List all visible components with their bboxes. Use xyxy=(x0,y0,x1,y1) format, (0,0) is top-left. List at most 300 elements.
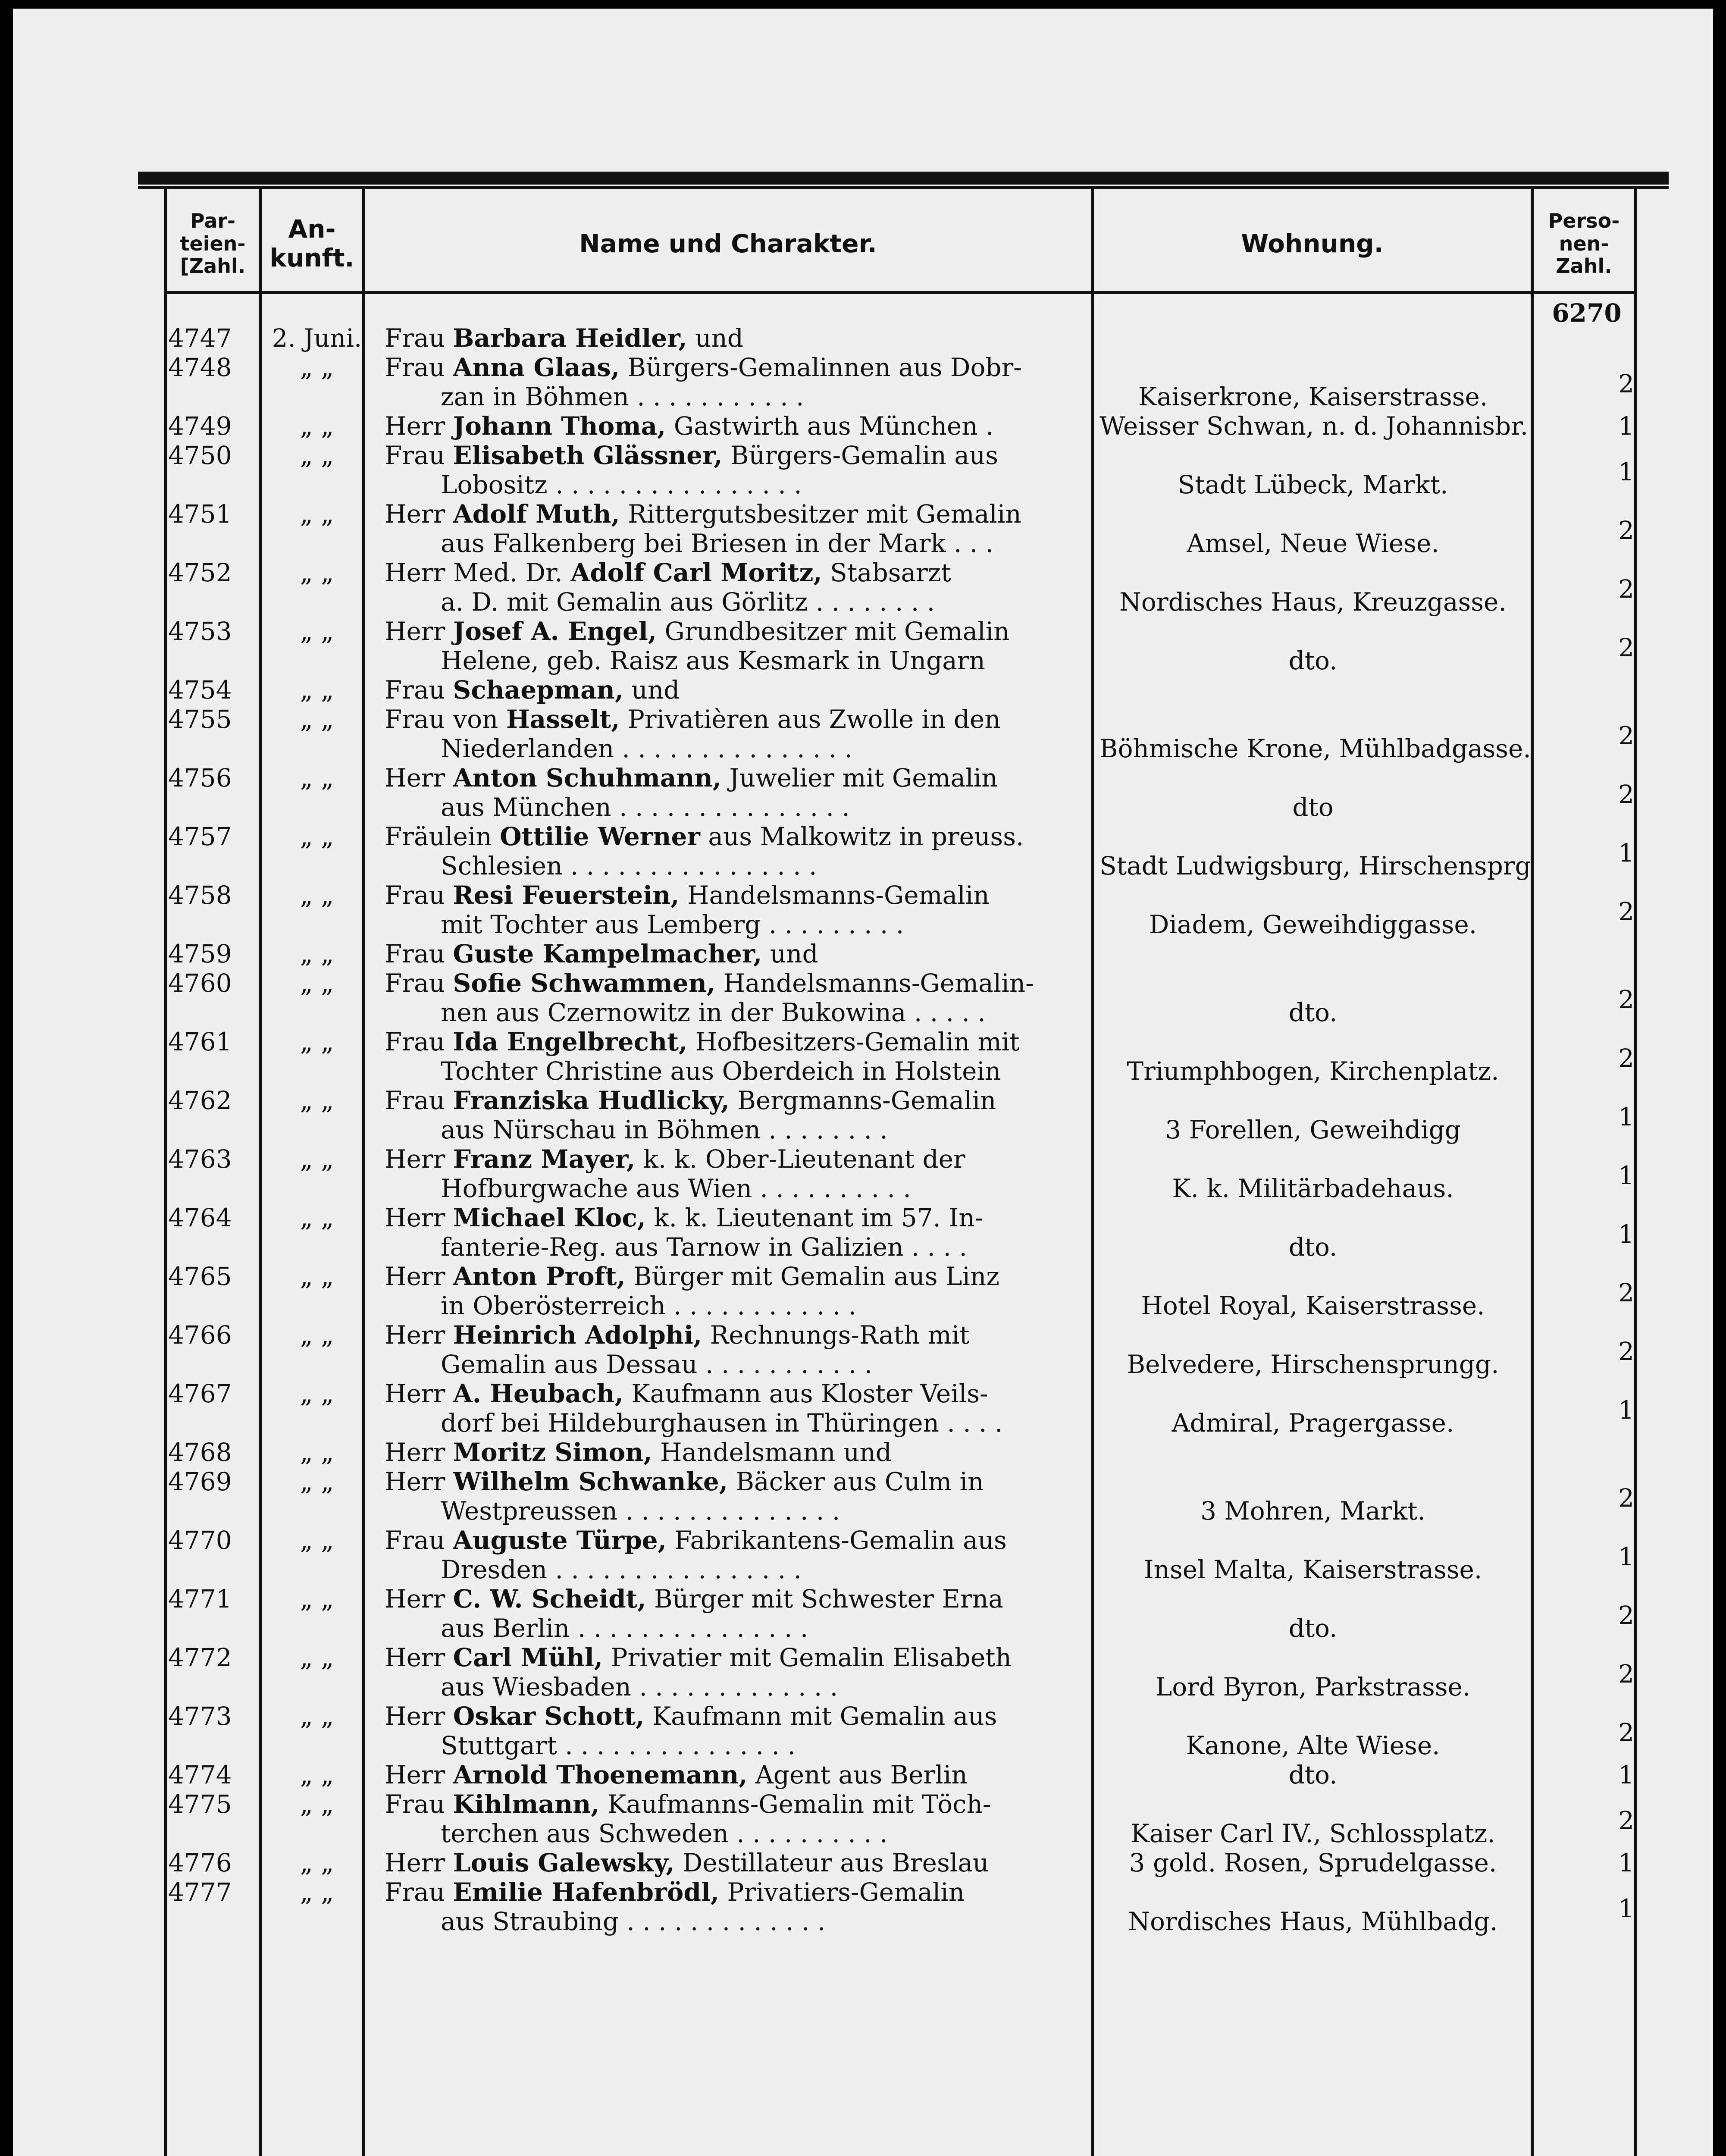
party-number: 4764 xyxy=(168,1203,232,1232)
register-row xyxy=(13,675,1713,705)
guest-entry xyxy=(385,1027,1096,1086)
guest-description-cont: a. D. mit Gemalin aus Görlitz . . . . . . . . xyxy=(441,587,935,617)
register-row xyxy=(13,881,1713,939)
guest-name: Franziska Hudlicky, xyxy=(453,1086,730,1115)
guest-description: und xyxy=(687,323,744,353)
guest-entry xyxy=(385,1526,1096,1584)
guest-description-cont: fanterie-Reg. aus Tarnow in Galizien . . . . xyxy=(441,1232,967,1262)
header-personen-label: Perso- nen- Zahl. xyxy=(1548,209,1620,278)
lodging-address: Stadt Lübeck, Markt. xyxy=(1178,470,1448,499)
register-row xyxy=(13,1144,1713,1203)
guest-title: Herr xyxy=(385,763,445,793)
arrival-date: „ „ xyxy=(300,441,334,470)
arrival-date: „ „ xyxy=(300,499,334,529)
party-number: 4768 xyxy=(168,1438,232,1467)
arrival-date: „ „ xyxy=(300,1702,334,1731)
guest-description: Bäcker aus Culm in xyxy=(727,1467,984,1496)
party-number: 4772 xyxy=(168,1643,232,1672)
guest-entry xyxy=(385,1760,1096,1789)
party-number: 4774 xyxy=(168,1760,232,1789)
guest-name: Adolf Muth, xyxy=(453,499,620,529)
person-count: 1 xyxy=(1618,1848,1634,1877)
lodging-address: Insel Malta, Kaiserstrasse. xyxy=(1143,1555,1482,1584)
guest-description: Bürger mit Gemalin aus Linz xyxy=(625,1262,999,1291)
guest-description-cont: Niederlanden . . . . . . . . . . . . . . . xyxy=(441,734,853,763)
arrival-date: „ „ xyxy=(300,1027,334,1056)
guest-description: Privatiers-Gemalin xyxy=(719,1877,965,1907)
header-name xyxy=(365,198,1091,289)
guest-title: Herr xyxy=(385,1467,445,1496)
guest-entry xyxy=(385,1702,1096,1760)
lodging-address: Belvedere, Hirschensprungg. xyxy=(1127,1350,1499,1379)
lodging-address: Kaiserkrone, Kaiserstrasse. xyxy=(1138,382,1488,411)
guest-entry xyxy=(385,1438,1096,1467)
guest-description: Privatièren aus Zwolle in den xyxy=(620,705,1001,734)
guest-title: Herr xyxy=(385,617,445,646)
lodging-address: Hotel Royal, Kaiserstrasse. xyxy=(1141,1291,1485,1320)
party-number: 4757 xyxy=(168,822,232,851)
guest-description: aus Malkowitz in preuss. xyxy=(700,822,1024,851)
party-number: 4751 xyxy=(168,499,232,529)
guest-description-cont: aus München . . . . . . . . . . . . . . . xyxy=(441,793,850,822)
guest-title: Frau xyxy=(385,1789,445,1819)
arrival-date: 2. Juni. xyxy=(272,323,362,353)
arrival-date: „ „ xyxy=(300,1760,334,1789)
guest-title: Herr xyxy=(385,411,445,441)
party-number: 4762 xyxy=(168,1086,232,1115)
guest-description-cont: aus Straubing . . . . . . . . . . . . . xyxy=(441,1907,826,1936)
arrival-date: „ „ xyxy=(300,353,334,382)
party-number: 4770 xyxy=(168,1526,232,1555)
guest-description-cont: terchen aus Schweden . . . . . . . . . . xyxy=(441,1819,888,1848)
person-count: 1 xyxy=(1618,1161,1634,1190)
person-count: 1 xyxy=(1618,1542,1634,1571)
guest-name: Oskar Schott, xyxy=(453,1702,645,1731)
guest-name: Kihlmann, xyxy=(453,1789,600,1819)
guest-description-cont: Gemalin aus Dessau . . . . . . . . . . . xyxy=(441,1350,873,1379)
register-row xyxy=(13,1848,1713,1877)
guest-description: Kaufmann aus Kloster Veils- xyxy=(623,1379,988,1408)
guest-description-cont: in Oberösterreich . . . . . . . . . . . . xyxy=(441,1291,857,1320)
register-row xyxy=(13,499,1713,558)
guest-entry xyxy=(385,1877,1096,1936)
person-count: 2 xyxy=(1618,1483,1634,1513)
arrival-date: „ „ xyxy=(300,411,334,441)
guest-name: Ida Engelbrecht, xyxy=(453,1027,688,1056)
guest-title: Frau xyxy=(385,939,445,968)
guest-description: Stabsarzt xyxy=(822,558,951,587)
lodging-address: Amsel, Neue Wiese. xyxy=(1187,529,1439,558)
guest-title: Herr xyxy=(385,1438,445,1467)
header-personen xyxy=(1534,198,1634,289)
party-number: 4776 xyxy=(168,1848,232,1877)
guest-name: Schaepman, xyxy=(453,675,624,705)
guest-title: Frau xyxy=(385,1027,445,1056)
guest-entry xyxy=(385,1643,1096,1702)
guest-name: Arnold Thoenemann, xyxy=(453,1760,748,1789)
header-name-label: Name und Charakter. xyxy=(579,229,877,258)
guest-description: Bürgers-Gemalin aus xyxy=(722,441,999,470)
header-divider xyxy=(164,291,1637,294)
register-row xyxy=(13,1760,1713,1789)
guest-entry xyxy=(385,1203,1096,1262)
guest-entry xyxy=(385,1320,1096,1379)
lodging-address: dto. xyxy=(1288,646,1338,675)
guest-description: k. k. Ober-Lieutenant der xyxy=(635,1144,965,1174)
guest-name: Auguste Türpe, xyxy=(453,1526,667,1555)
person-count: 1 xyxy=(1618,1219,1634,1249)
person-count: 2 xyxy=(1618,1659,1634,1689)
header-ankunft xyxy=(262,198,362,289)
guest-description: und xyxy=(623,675,680,705)
register-row xyxy=(13,1702,1713,1760)
arrival-date: „ „ xyxy=(300,705,334,734)
person-count: 1 xyxy=(1618,1894,1634,1923)
guest-description: und xyxy=(762,939,818,968)
lodging-address: dto xyxy=(1292,793,1334,822)
register-row xyxy=(13,1203,1713,1262)
arrival-date: „ „ xyxy=(300,1467,334,1496)
arrival-date: „ „ xyxy=(300,1584,334,1614)
person-count: 1 xyxy=(1618,457,1634,486)
arrival-date: „ „ xyxy=(300,1526,334,1555)
guest-title: Herr xyxy=(385,1144,445,1174)
guest-entry xyxy=(385,881,1096,939)
party-number: 4773 xyxy=(168,1702,232,1731)
register-row xyxy=(13,939,1713,968)
lodging-address: dto. xyxy=(1288,1614,1338,1643)
lodging-address: Böhmische Krone, Mühlbadgasse. xyxy=(1100,734,1531,763)
guest-title: Frau xyxy=(385,323,445,353)
lodging-address: Nordisches Haus, Mühlbadg. xyxy=(1128,1907,1498,1936)
guest-entry xyxy=(385,822,1096,881)
header-partei xyxy=(167,198,259,289)
guest-description: Bürger mit Schwester Erna xyxy=(646,1584,1003,1614)
guest-description: Bergmanns-Gemalin xyxy=(729,1086,996,1115)
party-number: 4771 xyxy=(168,1584,232,1614)
guest-description: Handelsmann und xyxy=(652,1438,892,1467)
guest-description-cont: Schlesien . . . . . . . . . . . . . . . . xyxy=(441,851,817,881)
lodging-address: Kaiser Carl IV., Schlossplatz. xyxy=(1131,1819,1495,1848)
guest-title: Herr xyxy=(385,1584,445,1614)
register-row xyxy=(13,1438,1713,1467)
register-row xyxy=(13,441,1713,499)
top-rule-thin xyxy=(138,186,1669,189)
lodging-address: Kanone, Alte Wiese. xyxy=(1186,1731,1440,1760)
guest-description: Rittergutsbesitzer mit Gemalin xyxy=(620,499,1021,529)
guest-entry xyxy=(385,441,1096,499)
person-count: 2 xyxy=(1618,633,1634,662)
person-count: 1 xyxy=(1618,1395,1634,1425)
guest-entry xyxy=(385,411,1096,441)
register-row xyxy=(13,1877,1713,1936)
person-count: 2 xyxy=(1618,1718,1634,1747)
arrival-date: „ „ xyxy=(300,881,334,910)
guest-name: Adolf Carl Moritz, xyxy=(570,558,822,587)
lodging-address: Nordisches Haus, Kreuzgasse. xyxy=(1119,587,1507,617)
guest-name: Josef A. Engel, xyxy=(453,617,657,646)
guest-description: Juwelier mit Gemalin xyxy=(721,763,998,793)
register-row xyxy=(13,411,1713,441)
guest-description: k. k. Lieutenant im 57. In- xyxy=(645,1203,984,1232)
guest-entry xyxy=(385,617,1096,675)
guest-name: Emilie Hafenbrödl, xyxy=(453,1877,720,1907)
guest-entry xyxy=(385,939,1096,968)
guest-description-cont: aus Wiesbaden . . . . . . . . . . . . . xyxy=(441,1672,838,1702)
party-number: 4766 xyxy=(168,1320,232,1350)
lodging-address: Admiral, Pragergasse. xyxy=(1172,1408,1454,1438)
guest-description-cont: aus Nürschau in Böhmen . . . . . . . . xyxy=(441,1115,888,1144)
guest-title: Herr xyxy=(385,499,445,529)
party-number: 4747 xyxy=(168,323,232,353)
arrival-date: „ „ xyxy=(300,1877,334,1907)
guest-description-cont: Westpreussen . . . . . . . . . . . . . . xyxy=(441,1496,840,1526)
person-count: 2 xyxy=(1618,1601,1634,1630)
lodging-address: Lord Byron, Parkstrasse. xyxy=(1155,1672,1471,1702)
guest-description-cont: zan in Böhmen . . . . . . . . . . . xyxy=(441,382,804,411)
header-wohnung xyxy=(1094,198,1531,289)
guest-title: Herr xyxy=(385,1643,445,1672)
person-count: 2 xyxy=(1618,1044,1634,1073)
lodging-address: dto. xyxy=(1288,1760,1338,1789)
guest-name: Wilhelm Schwanke, xyxy=(453,1467,728,1496)
guest-title: Herr xyxy=(385,1760,445,1789)
guest-entry xyxy=(385,1379,1096,1438)
guest-entry xyxy=(385,1144,1096,1203)
guest-description-cont: aus Berlin . . . . . . . . . . . . . . . xyxy=(441,1614,808,1643)
guest-title: Frau xyxy=(385,1086,445,1115)
guest-entry xyxy=(385,1262,1096,1320)
arrival-date: „ „ xyxy=(300,763,334,793)
person-count: 2 xyxy=(1618,897,1634,926)
guest-description-cont: dorf bei Hildeburghausen in Thüringen . . . . xyxy=(441,1408,1003,1438)
register-row xyxy=(13,1584,1713,1643)
register-row xyxy=(13,323,1713,353)
guest-title: Frau xyxy=(385,441,445,470)
guest-title: Herr xyxy=(385,1262,445,1291)
person-count: 2 xyxy=(1618,721,1634,750)
register-row xyxy=(13,1086,1713,1144)
party-number: 4753 xyxy=(168,617,232,646)
lodging-address: 3 Forellen, Geweihdigg xyxy=(1165,1115,1461,1144)
party-number: 4765 xyxy=(168,1262,232,1291)
register-row xyxy=(13,558,1713,617)
party-number: 4755 xyxy=(168,705,232,734)
lodging-address: K. k. Militärbadehaus. xyxy=(1172,1174,1454,1203)
arrival-date: „ „ xyxy=(300,1262,334,1291)
lodging-address: 3 gold. Rosen, Sprudelgasse. xyxy=(1129,1848,1497,1877)
register-row xyxy=(13,705,1713,763)
arrival-date: „ „ xyxy=(300,1144,334,1174)
guest-description-cont: nen aus Czernowitz in der Bukowina . . . . . xyxy=(441,998,986,1027)
lodging-address: Stadt Ludwigsburg, Hirschensprg xyxy=(1100,851,1531,881)
guest-name: Ottilie Werner xyxy=(500,822,700,851)
person-count: 2 xyxy=(1618,516,1634,545)
person-count: 2 xyxy=(1618,985,1634,1014)
guest-entry xyxy=(385,705,1096,763)
party-number: 4760 xyxy=(168,968,232,998)
guest-description: Agent aus Berlin xyxy=(747,1760,968,1789)
guest-name: Anna Glaas, xyxy=(453,353,620,382)
carry-over-count: 6270 xyxy=(1552,298,1622,328)
register-row xyxy=(13,353,1713,411)
person-count: 2 xyxy=(1618,780,1634,809)
person-count: 2 xyxy=(1618,369,1634,398)
arrival-date: „ „ xyxy=(300,1643,334,1672)
party-number: 4769 xyxy=(168,1467,232,1496)
person-count: 2 xyxy=(1618,1278,1634,1307)
arrival-date: „ „ xyxy=(300,939,334,968)
guest-name: Louis Galewsky, xyxy=(453,1848,675,1877)
party-number: 4758 xyxy=(168,881,232,910)
register-row xyxy=(13,1467,1713,1526)
guest-title: Herr xyxy=(385,1379,445,1408)
header-partei-label: Par- teien- [Zahl. xyxy=(180,209,246,278)
guest-description-cont: Stuttgart . . . . . . . . . . . . . . . xyxy=(441,1731,796,1760)
register-row xyxy=(13,1789,1713,1848)
guest-title: Herr xyxy=(385,1320,445,1350)
header-ankunft-label: An- kunft. xyxy=(269,214,354,273)
lodging-address: Weisser Schwan, n. d. Johannisbr. xyxy=(1100,411,1529,441)
register-row xyxy=(13,822,1713,881)
arrival-date: „ „ xyxy=(300,1848,334,1877)
guest-description-cont: aus Falkenberg bei Briesen in der Mark . . . xyxy=(441,529,994,558)
guest-title: Frau xyxy=(385,1877,445,1907)
arrival-date: „ „ xyxy=(300,1086,334,1115)
guest-name: Anton Proft, xyxy=(453,1262,626,1291)
party-number: 4752 xyxy=(168,558,232,587)
guest-name: Anton Schuhmann, xyxy=(453,763,721,793)
party-number: 4756 xyxy=(168,763,232,793)
guest-description-cont: Helene, geb. Raisz aus Kesmark in Ungarn xyxy=(441,646,985,675)
guest-name: Guste Kampelmacher, xyxy=(453,939,762,968)
person-count: 1 xyxy=(1618,411,1634,441)
guest-name: A. Heubach, xyxy=(453,1379,623,1408)
lodging-address: Triumphbogen, Kirchenplatz. xyxy=(1127,1056,1499,1086)
guest-name: Heinrich Adolphi, xyxy=(453,1320,702,1350)
guest-description: Destillateur aus Breslau xyxy=(674,1848,989,1877)
guest-description: Rechnungs-Rath mit xyxy=(702,1320,970,1350)
guest-description: Gastwirth aus München . xyxy=(666,411,994,441)
guest-description: Kaufmann mit Gemalin aus xyxy=(644,1702,997,1731)
party-number: 4777 xyxy=(168,1877,232,1907)
header-wohnung-label: Wohnung. xyxy=(1241,229,1384,258)
register-row xyxy=(13,1643,1713,1702)
register-row xyxy=(13,1262,1713,1320)
guest-description-cont: mit Tochter aus Lemberg . . . . . . . . . xyxy=(441,910,904,939)
guest-name: Johann Thoma, xyxy=(453,411,666,441)
arrival-date: „ „ xyxy=(300,1320,334,1350)
guest-entry xyxy=(385,323,1096,353)
guest-name: C. W. Scheidt, xyxy=(453,1584,646,1614)
party-number: 4763 xyxy=(168,1144,232,1174)
register-row xyxy=(13,968,1713,1027)
party-number: 4767 xyxy=(168,1379,232,1408)
party-number: 4749 xyxy=(168,411,232,441)
lodging-address: 3 Mohren, Markt. xyxy=(1200,1496,1425,1526)
guest-description: Handelsmanns-Gemalin xyxy=(679,881,990,910)
guest-title: Herr xyxy=(385,1848,445,1877)
person-count: 1 xyxy=(1618,1760,1634,1789)
register-row xyxy=(13,763,1713,822)
guest-title: Frau xyxy=(385,968,445,998)
guest-title: Herr xyxy=(385,1702,445,1731)
guest-title: Frau xyxy=(385,881,445,910)
register-row xyxy=(13,1526,1713,1584)
guest-title: Frau xyxy=(385,1526,445,1555)
guest-description: Privatier mit Gemalin Elisabeth xyxy=(603,1643,1012,1672)
lodging-address: Diadem, Geweihdiggasse. xyxy=(1149,910,1477,939)
party-number: 4748 xyxy=(168,353,232,382)
arrival-date: „ „ xyxy=(300,558,334,587)
top-rule xyxy=(138,172,1669,185)
guest-entry xyxy=(385,1086,1096,1144)
guest-title: Frau xyxy=(385,675,445,705)
register-row xyxy=(13,1027,1713,1086)
party-number: 4761 xyxy=(168,1027,232,1056)
register-row xyxy=(13,617,1713,675)
lodging-address: dto. xyxy=(1288,998,1338,1027)
guest-description-cont: Dresden . . . . . . . . . . . . . . . . xyxy=(441,1555,802,1584)
guest-entry xyxy=(385,1789,1096,1848)
guest-name: Resi Feuerstein, xyxy=(453,881,680,910)
person-count: 1 xyxy=(1618,838,1634,868)
guest-name: Moritz Simon, xyxy=(453,1438,652,1467)
guest-title: Frau von xyxy=(385,705,498,734)
guest-entry xyxy=(385,353,1096,411)
person-count: 1 xyxy=(1618,1102,1634,1131)
party-number: 4759 xyxy=(168,939,232,968)
party-number: 4775 xyxy=(168,1789,232,1819)
register-row xyxy=(13,1320,1713,1379)
guest-description: Kaufmanns-Gemalin mit Töch- xyxy=(599,1789,991,1819)
arrival-date: „ „ xyxy=(300,968,334,998)
party-number: 4750 xyxy=(168,441,232,470)
register-page xyxy=(13,9,1713,2156)
guest-description: Fabrikantens-Gemalin aus xyxy=(666,1526,1007,1555)
guest-description: Bürgers-Gemalinnen aus Dobr- xyxy=(620,353,1022,382)
lodging-address: dto. xyxy=(1288,1232,1338,1262)
guest-entry xyxy=(385,1584,1096,1643)
guest-name: Carl Mühl, xyxy=(453,1643,603,1672)
guest-entry xyxy=(385,499,1096,558)
guest-name: Elisabeth Glässner, xyxy=(453,441,723,470)
guest-name: Hasselt, xyxy=(506,705,620,734)
register-row xyxy=(13,1379,1713,1438)
guest-description-cont: Tochter Christine aus Oberdeich in Holstein xyxy=(441,1056,1001,1086)
guest-entry xyxy=(385,558,1096,617)
arrival-date: „ „ xyxy=(300,1203,334,1232)
guest-title: Frau xyxy=(385,353,445,382)
guest-title: Herr xyxy=(385,1203,445,1232)
person-count: 2 xyxy=(1618,574,1634,604)
guest-entry xyxy=(385,763,1096,822)
arrival-date: „ „ xyxy=(300,1789,334,1819)
party-number: 4754 xyxy=(168,675,232,705)
guest-description: Handelsmanns-Gemalin- xyxy=(715,968,1034,998)
arrival-date: „ „ xyxy=(300,675,334,705)
guest-description-cont: Lobositz . . . . . . . . . . . . . . . . xyxy=(441,470,802,499)
arrival-date: „ „ xyxy=(300,1379,334,1408)
guest-entry xyxy=(385,1467,1096,1526)
arrival-date: „ „ xyxy=(300,1438,334,1467)
guest-name: Michael Kloc, xyxy=(453,1203,646,1232)
arrival-date: „ „ xyxy=(300,617,334,646)
guest-name: Franz Mayer, xyxy=(453,1144,636,1174)
guest-title: Herr Med. Dr. xyxy=(385,558,563,587)
guest-entry xyxy=(385,1848,1096,1877)
guest-title: Fräulein xyxy=(385,822,492,851)
